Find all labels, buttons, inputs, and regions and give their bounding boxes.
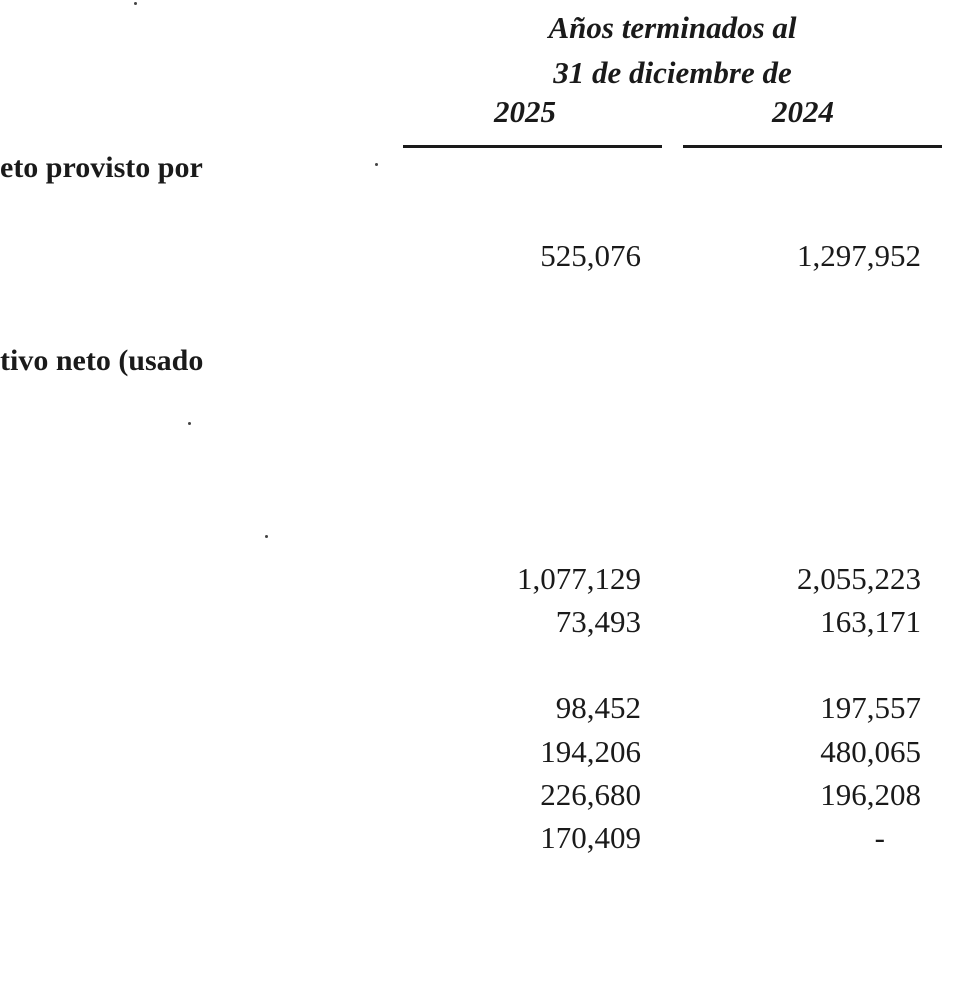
value-row5-2024: 196,208 [820,777,921,812]
value-row6-2025: 170,409 [540,820,641,855]
value-operating-2024: 1,297,952 [797,238,921,273]
scan-speck [265,535,268,538]
header-title-line1: Años terminados al [548,10,797,45]
scan-speck [134,2,137,5]
scan-speck [375,163,378,166]
value-row3-2024: 197,557 [820,690,921,725]
label-investing-activities: tivo neto (usado [0,344,204,377]
column-rule-2024 [683,145,942,148]
value-row6-2024: - [874,820,885,855]
value-row2-2024: 163,171 [820,604,921,639]
value-row1-2024: 2,055,223 [797,561,921,596]
value-row5-2025: 226,680 [540,777,641,812]
value-row4-2025: 194,206 [540,734,641,769]
value-row1-2025: 1,077,129 [517,561,641,596]
column-rule-2025 [403,145,662,148]
value-row3-2025: 98,452 [555,690,641,725]
column-header-2024: 2024 [772,94,834,129]
header-title-line2: 31 de diciembre de [553,55,792,90]
value-row2-2025: 73,493 [555,604,641,639]
label-operating-activities: eto provisto por [0,151,203,184]
value-row4-2024: 480,065 [820,734,921,769]
scan-speck [188,422,191,425]
value-operating-2025: 525,076 [540,238,641,273]
column-header-2025: 2025 [494,94,556,129]
